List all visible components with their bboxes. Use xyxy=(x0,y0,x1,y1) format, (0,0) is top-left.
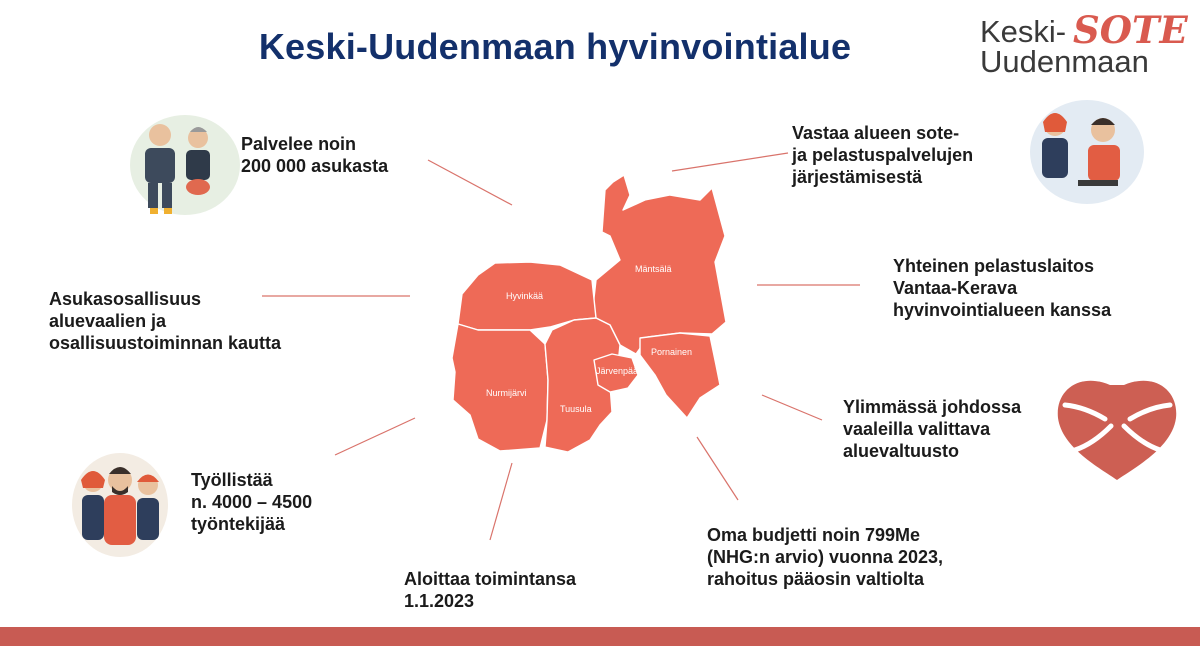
hands-heart-icon xyxy=(1058,381,1176,480)
fact-responsibility: Vastaa alueen sote- ja pelastuspalvelujen järjestämisestä xyxy=(792,123,974,187)
label-jarvenpaa: Järvenpää xyxy=(596,366,639,376)
fact-participation: Asukasosallisuus aluevaalien ja osallisuustoiminnan kautta xyxy=(49,289,282,353)
footer-bar xyxy=(0,627,1200,646)
workers-icon xyxy=(72,453,168,557)
label-mantsala: Mäntsälä xyxy=(635,264,672,274)
logo-accent: SOTE xyxy=(1073,8,1188,52)
connector-line xyxy=(762,395,822,420)
connector-line xyxy=(490,463,512,540)
fact-rescue: Yhteinen pelastuslaitos Vantaa-Kerava hyvinvointialueen kanssa xyxy=(893,256,1112,320)
nurse-patient-icon xyxy=(1030,100,1144,204)
connector-line xyxy=(672,153,788,171)
logo-line2: Uudenmaan xyxy=(980,44,1149,79)
fact-budget: Oma budjetti noin 799Me (NHG:n arvio) vuonna 2023, rahoitus pääosin valtiolta xyxy=(707,525,944,589)
fact-start: Aloittaa toimintansa 1.1.2023 xyxy=(404,569,577,611)
connector-line xyxy=(697,437,738,500)
connector-line xyxy=(428,160,512,205)
elderly-people-icon xyxy=(130,115,240,215)
logo-line1: Keski- xyxy=(980,14,1067,49)
label-tuusula: Tuusula xyxy=(560,404,592,414)
connector-line xyxy=(335,418,415,455)
fact-employees: Työllistää n. 4000 – 4500 työntekijää xyxy=(191,470,313,534)
map-area-pornainen xyxy=(640,333,720,418)
label-pornainen: Pornainen xyxy=(651,347,693,357)
label-nurmijarvi: Nurmijärvi xyxy=(486,388,527,398)
fact-council: Ylimmässä johdossa vaaleilla valittava aluevaltuusto xyxy=(843,397,1022,461)
page-title: Keski-Uudenmaan hyvinvointialue xyxy=(258,26,852,67)
fact-population: Palvelee noin 200 000 asukasta xyxy=(241,134,389,176)
label-hyvinkaa: Hyvinkää xyxy=(506,291,544,301)
